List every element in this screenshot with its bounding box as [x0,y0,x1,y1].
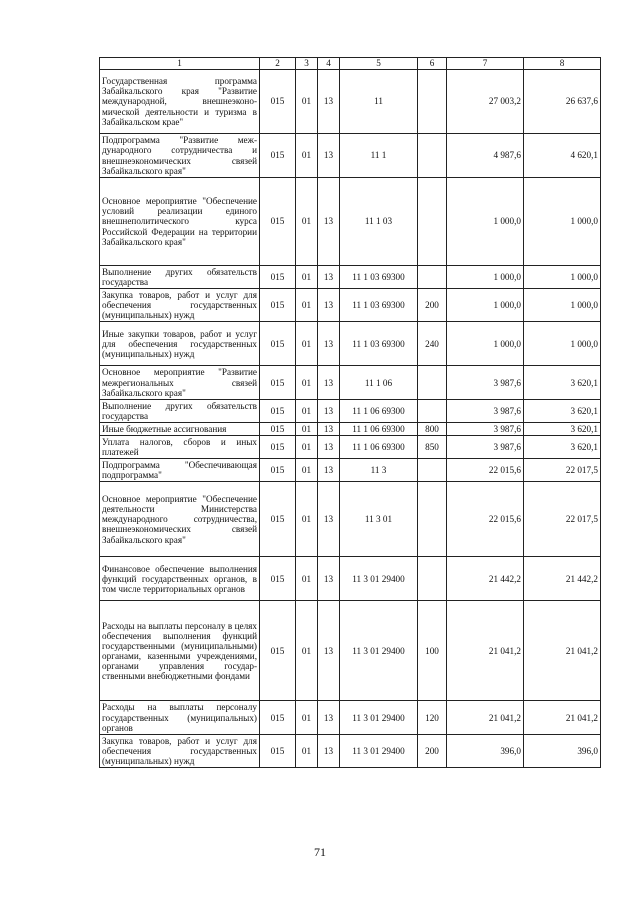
amount-col7-cell: 27 003,2 [447,70,524,134]
code-pr-cell: 13 [318,178,340,266]
table-row [100,459,601,482]
code-rz-cell: 01 [296,482,318,557]
code-gz-cell: 015 [260,399,296,422]
table-row [100,557,601,601]
column-header: 8 [524,58,601,70]
code-gz-cell: 015 [260,289,296,322]
code-vr-cell [418,557,447,601]
code-gz-cell: 015 [260,422,296,435]
table-row [100,70,601,134]
amount-col8-cell: 396,0 [524,734,601,767]
row-name-cell: Выполнение других обязательств государства [100,266,260,289]
code-rz-cell: 01 [296,459,318,482]
column-header: 4 [318,58,340,70]
table-row [100,601,601,701]
code-gz-cell: 015 [260,601,296,701]
code-vr-cell [418,134,447,178]
amount-col7-cell: 22 015,6 [447,459,524,482]
table-header [100,58,601,70]
code-rz-cell: 01 [296,436,318,459]
amount-col7-cell: 3 987,6 [447,422,524,435]
table-row [100,734,601,767]
code-rz-cell: 01 [296,422,318,435]
amount-col8-cell: 21 442,2 [524,557,601,601]
amount-col7-cell: 1 000,0 [447,178,524,266]
code-rz-cell: 01 [296,322,318,366]
amount-col7-cell: 22 015,6 [447,482,524,557]
table-row [100,266,601,289]
column-header: 3 [296,58,318,70]
row-name-cell: Основное мероприятие "Обеспечение условий реализации единого внешнеполитического курса Российской Федерации на территории Забайкальского края" [100,178,260,266]
amount-col7-cell: 396,0 [447,734,524,767]
row-name-cell: Основное мероприятие "Развитие межрегиональных связей Забайкальского края" [100,366,260,399]
row-name-cell: Иные закупки товаров, работ и услуг для обеспечения государственных (муниципальных) нужд [100,322,260,366]
code-gz-cell: 015 [260,70,296,134]
code-vr-cell: 120 [418,701,447,734]
row-name-cell: Государственная программа Забайкальского края "Развитие международной, внешнеэкономической деятельности и туризма в Забайкальском крае" [100,70,260,134]
code-pr-cell: 13 [318,322,340,366]
code-vr-cell: 850 [418,436,447,459]
amount-col7-cell: 1 000,0 [447,322,524,366]
table-row [100,289,601,322]
code-gz-cell: 015 [260,701,296,734]
code-rz-cell: 01 [296,178,318,266]
code-vr-cell [418,459,447,482]
code-gz-cell: 015 [260,266,296,289]
amount-col8-cell: 22 017,5 [524,482,601,557]
table-row [100,366,601,399]
code-rz-cell: 01 [296,734,318,767]
amount-col8-cell: 21 041,2 [524,601,601,701]
code-rz-cell: 01 [296,557,318,601]
table-row [100,399,601,422]
row-name-cell: Выполнение других обязательств государства [100,399,260,422]
code-pr-cell: 13 [318,459,340,482]
code-rz-cell: 01 [296,366,318,399]
code-pr-cell: 13 [318,70,340,134]
code-vr-cell: 800 [418,422,447,435]
table-row [100,134,601,178]
code-rz-cell: 01 [296,289,318,322]
budget-table [99,57,601,768]
code-vr-cell [418,178,447,266]
code-csr-cell: 11 3 01 [340,482,418,557]
code-vr-cell [418,482,447,557]
code-vr-cell [418,266,447,289]
row-name-cell: Расходы на выплаты персоналу государственных (муниципальных) органов [100,701,260,734]
code-rz-cell: 01 [296,399,318,422]
code-rz-cell: 01 [296,601,318,701]
code-vr-cell [418,70,447,134]
code-csr-cell: 11 3 01 29400 [340,734,418,767]
code-pr-cell: 13 [318,436,340,459]
amount-col8-cell: 1 000,0 [524,178,601,266]
code-pr-cell: 13 [318,601,340,701]
code-pr-cell: 13 [318,557,340,601]
code-pr-cell: 13 [318,701,340,734]
column-header: 6 [418,58,447,70]
row-name-cell: Уплата налогов, сборов и иных платежей [100,436,260,459]
amount-col8-cell: 3 620,1 [524,422,601,435]
code-gz-cell: 015 [260,322,296,366]
amount-col7-cell: 21 442,2 [447,557,524,601]
page-number: 71 [314,845,326,859]
amount-col7-cell: 1 000,0 [447,266,524,289]
code-gz-cell: 015 [260,557,296,601]
table-row [100,701,601,734]
code-vr-cell: 200 [418,289,447,322]
amount-col8-cell: 1 000,0 [524,322,601,366]
code-pr-cell: 13 [318,482,340,557]
amount-col8-cell: 1 000,0 [524,289,601,322]
code-vr-cell: 240 [418,322,447,366]
amount-col8-cell: 26 637,6 [524,70,601,134]
code-csr-cell: 11 1 06 [340,366,418,399]
table-row [100,178,601,266]
code-csr-cell: 11 1 03 [340,178,418,266]
table-row [100,436,601,459]
column-header: 7 [447,58,524,70]
amount-col8-cell: 3 620,1 [524,399,601,422]
amount-col7-cell: 3 987,6 [447,366,524,399]
code-rz-cell: 01 [296,701,318,734]
row-name-cell: Закупка товаров, работ и услуг для обеспечения государственных (муниципальных) нужд [100,289,260,322]
code-gz-cell: 015 [260,436,296,459]
code-csr-cell: 11 3 01 29400 [340,601,418,701]
amount-col7-cell: 3 987,6 [447,436,524,459]
code-gz-cell: 015 [260,178,296,266]
amount-col8-cell: 21 041,2 [524,701,601,734]
row-name-cell: Закупка товаров, работ и услуг для обеспечения государственных (муниципальных) нужд [100,734,260,767]
code-vr-cell [418,399,447,422]
code-pr-cell: 13 [318,734,340,767]
amount-col7-cell: 21 041,2 [447,601,524,701]
row-name-cell: Подпрограмма "Развитие международного сотрудничества и внешнеэкономических связей Забайкальского края" [100,134,260,178]
code-csr-cell: 11 1 [340,134,418,178]
column-header: 2 [260,58,296,70]
column-header: 5 [340,58,418,70]
code-rz-cell: 01 [296,70,318,134]
code-gz-cell: 015 [260,459,296,482]
code-rz-cell: 01 [296,266,318,289]
code-csr-cell: 11 1 06 69300 [340,399,418,422]
amount-col8-cell: 1 000,0 [524,266,601,289]
table-body [100,70,601,768]
code-pr-cell: 13 [318,366,340,399]
code-csr-cell: 11 1 06 69300 [340,422,418,435]
row-name-cell: Основное мероприятие "Обеспечение деятельности Министерства международного сотрудничества, внешнеэкономических связей Забайкальского края" [100,482,260,557]
amount-col8-cell: 3 620,1 [524,436,601,459]
row-name-cell: Расходы на выплаты персоналу в целях обеспечения выполнения функций государственными (муниципальными) органами, казенными учреждениями, органами управления государственными внебюджетными фондами [100,601,260,701]
code-pr-cell: 13 [318,289,340,322]
amount-col7-cell: 1 000,0 [447,289,524,322]
code-gz-cell: 015 [260,134,296,178]
amount-col7-cell: 3 987,6 [447,399,524,422]
table-row [100,322,601,366]
code-pr-cell: 13 [318,399,340,422]
code-vr-cell: 100 [418,601,447,701]
code-csr-cell: 11 3 01 29400 [340,701,418,734]
code-gz-cell: 015 [260,366,296,399]
code-pr-cell: 13 [318,266,340,289]
amount-col8-cell: 3 620,1 [524,366,601,399]
code-csr-cell: 11 1 03 69300 [340,322,418,366]
table-row [100,482,601,557]
code-pr-cell: 13 [318,134,340,178]
code-pr-cell: 13 [318,422,340,435]
code-gz-cell: 015 [260,482,296,557]
code-csr-cell: 11 3 01 29400 [340,557,418,601]
amount-col8-cell: 22 017,5 [524,459,601,482]
code-gz-cell: 015 [260,734,296,767]
amount-col7-cell: 4 987,6 [447,134,524,178]
code-csr-cell: 11 1 03 69300 [340,289,418,322]
amount-col8-cell: 4 620,1 [524,134,601,178]
row-name-cell: Иные бюджетные ассигнования [100,422,260,435]
code-csr-cell: 11 [340,70,418,134]
code-csr-cell: 11 3 [340,459,418,482]
code-rz-cell: 01 [296,134,318,178]
code-csr-cell: 11 1 06 69300 [340,436,418,459]
code-csr-cell: 11 1 03 69300 [340,266,418,289]
code-vr-cell [418,366,447,399]
column-header: 1 [100,58,260,70]
row-name-cell: Финансовое обеспечение выполнения функций государственных органов, в том числе территориальных органов [100,557,260,601]
row-name-cell: Подпрограмма "Обеспечивающая подпрограмма" [100,459,260,482]
table-row [100,422,601,435]
code-vr-cell: 200 [418,734,447,767]
amount-col7-cell: 21 041,2 [447,701,524,734]
